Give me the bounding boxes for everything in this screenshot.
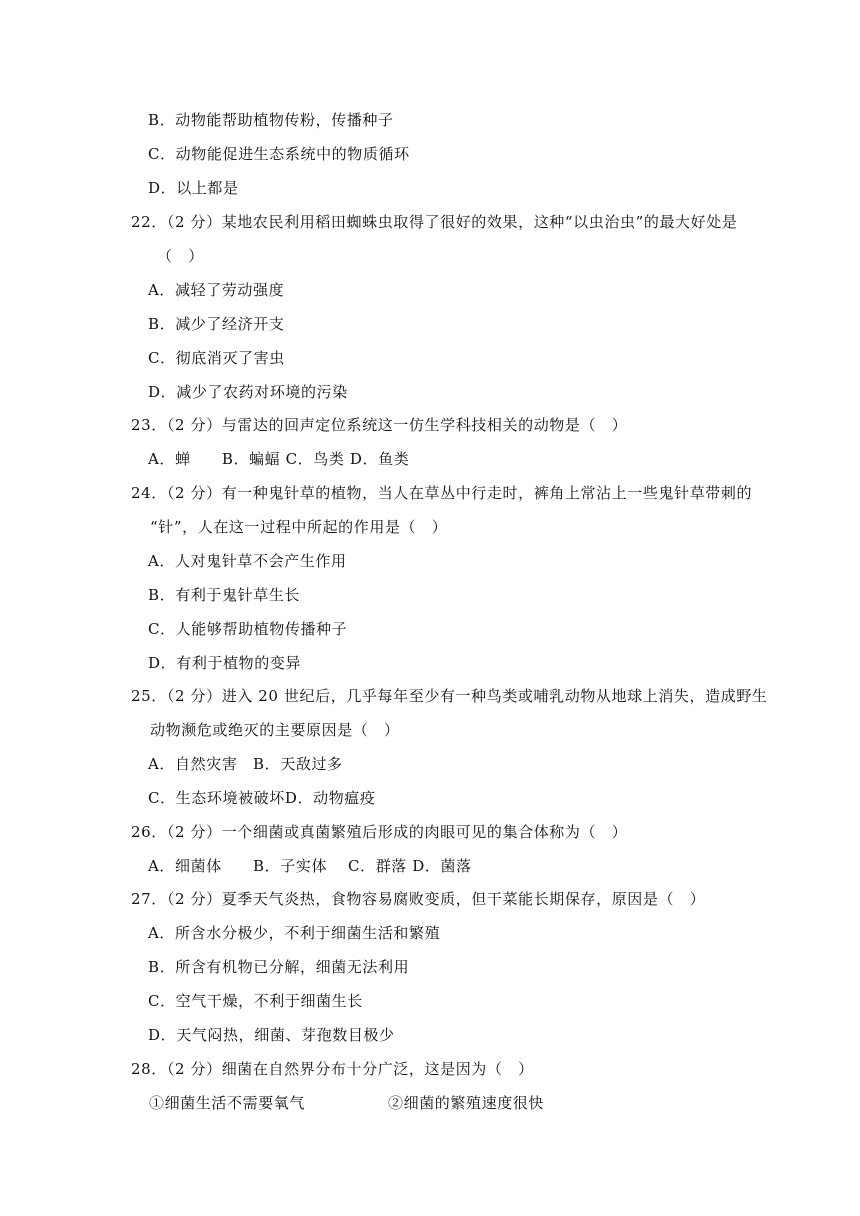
q22-option-d: D．减少了农药对环境的污染 — [148, 383, 348, 401]
question-22: 22．（2 分）某地农民利用稻田蜘蛛虫取得了很好的效果，这种“以虫治虫”的最大好处是 — [131, 213, 738, 231]
question-22-continued: （ ） — [157, 247, 204, 265]
question-26: 26．（2 分）一个细菌或真菌繁殖后形成的肉眼可见的集合体称为（ ） — [131, 823, 628, 841]
q28-statement-2: ②细菌的繁殖速度很快 — [388, 1094, 545, 1112]
q28-statement-1: ①细菌生活不需要氧气 — [149, 1094, 306, 1112]
question-24: 24．（2 分）有一种鬼针草的植物，当人在草丛中行走时，裤角上常沾上一些鬼针草带刺的 — [131, 484, 753, 502]
question-24-continued: “针”，人在这一过程中所起的作用是（ ） — [150, 518, 448, 536]
q24-option-d: D．有利于植物的变异 — [148, 654, 302, 672]
question-25-continued: 动物濒危或绝灭的主要原因是（ ） — [150, 721, 400, 739]
question-25: 25．（2 分）进入 20 世纪后，几乎每年至少有一种鸟类或哺乳动物从地球上消失，造成野生 — [131, 687, 768, 705]
q26-options: A．细菌体 B．子实体 C．群落 D．菌落 — [148, 857, 472, 875]
q21-option-b: B．动物能帮助植物传粉，传播种子 — [148, 111, 394, 129]
q24-option-b: B．有利于鬼针草生长 — [148, 586, 301, 604]
q27-option-b: B．所含有机物已分解，细菌无法利用 — [148, 958, 410, 976]
q24-option-c: C．人能够帮助植物传播种子 — [148, 620, 348, 638]
q21-option-c: C．动物能促进生态系统中的物质循环 — [148, 145, 410, 163]
question-28: 28．（2 分）细菌在自然界分布十分广泛，这是因为（ ） — [131, 1060, 534, 1078]
q27-option-d: D．天气闷热，细菌、芽孢数目极少 — [148, 1026, 395, 1044]
q27-option-c: C．空气干燥，不利于细菌生长 — [148, 992, 363, 1010]
q25-options-ab: A．自然灾害 B．天敌过多 — [148, 755, 343, 773]
question-23: 23．（2 分）与雷达的回声定位系统这一仿生学科技相关的动物是（ ） — [131, 416, 628, 434]
q22-option-a: A．减轻了劳动强度 — [148, 281, 285, 299]
q27-option-a: A．所含水分极少，不利于细菌生活和繁殖 — [148, 924, 441, 942]
q21-option-d: D．以上都是 — [148, 179, 239, 197]
q22-option-b: B．减少了经济开支 — [148, 315, 285, 333]
q23-options: A．蝉 B．蝙蝠 C．鸟类 D．鱼类 — [148, 450, 410, 468]
q22-option-c: C．彻底消灭了害虫 — [148, 349, 285, 367]
question-27: 27．（2 分）夏季天气炎热，食物容易腐败变质，但干菜能长期保存，原因是（ ） — [131, 890, 706, 908]
q25-options-cd: C．生态环境被破坏D．动物瘟疫 — [148, 789, 376, 807]
q24-option-a: A．人对鬼针草不会产生作用 — [148, 552, 347, 570]
